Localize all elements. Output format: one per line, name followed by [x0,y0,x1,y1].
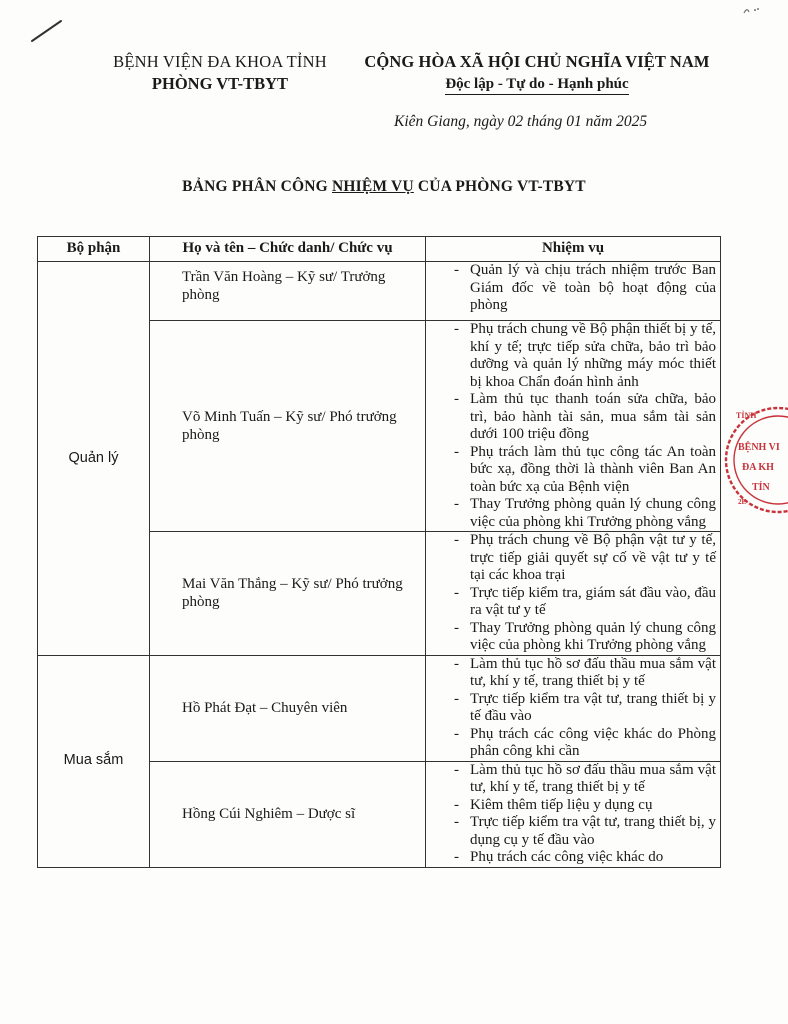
svg-text:2E: 2E [738,498,747,506]
task-item: - Phụ trách các công việc khác do Phòng phân công khi cần [426,726,716,761]
task-item: - Trực tiếp kiểm tra vật tư, trang thiết bị, y dụng cụ y tế đầu vào [426,814,716,849]
task-item: - Làm thủ tục thanh toán sửa chữa, bảo trì, bảo hành tài sản, mua sắm tài sản dưới 100 triệu đồng [426,391,716,444]
column-header-tasks: Nhiệm vụ [426,237,721,262]
department-name: PHÒNG VT-TBYT [151,74,289,93]
assignment-table [37,236,721,868]
task-item: - Phụ trách làm thủ tục công tác An toàn bức xạ, đồng thời là thành viên Ban An toàn bức xạ của Bệnh viện [426,444,716,497]
national-motto: Độc lập - Tự do - Hạnh phúc [445,76,628,95]
tasks-cell [426,761,721,867]
task-item: - Thay Trưởng phòng quản lý chung công việc của phòng khi Trưởng phòng vắng [426,496,716,531]
person-cell: Võ Minh Tuấn – Kỹ sư/ Phó trưởng phòng [150,321,426,532]
person-cell: Mai Văn Thắng – Kỹ sư/ Phó trưởng phòng [150,532,426,656]
task-item: - Quản lý và chịu trách nhiệm trước Ban Giám đốc về toàn bộ hoạt động của phòng [426,262,716,315]
column-header-name: Họ và tên – Chức danh/ Chức vụ [150,237,426,262]
organization-name: BỆNH VIỆN ĐA KHOA TỈNH [113,52,327,71]
person-cell: Hồ Phát Đạt – Chuyên viên [150,655,426,761]
task-item: - Thay Trưởng phòng quản lý chung công việc của phòng khi Trưởng phòng vắng [426,620,716,655]
department-cell: Mua sắm [38,655,150,867]
person-cell: Hồng Cúi Nghiêm – Dược sĩ [150,761,426,867]
task-item: - Làm thủ tục hồ sơ đấu thầu mua sắm vật tư, khí y tế, trang thiết bị y tế [426,762,716,797]
task-item: - Làm thủ tục hồ sơ đấu thầu mua sắm vật tư, khí y tế, trang thiết bị y tế [426,656,716,691]
tasks-cell [426,262,721,321]
table-row [38,262,721,321]
pen-mark [30,18,64,44]
department-cell: Quản lý [38,262,150,656]
task-item: - Trực tiếp kiểm tra, giám sát đầu vào, đầu ra vật tư y tế [426,585,716,620]
document-title [0,178,768,196]
task-item: - Phụ trách các công việc khác do [426,849,716,867]
task-item: - Phụ trách chung về Bộ phận thiết bị y tế, khí y tế; trực tiếp sửa chữa, bảo trì bảo dưỡng và quản lý những máy móc thiết bị khoa Chẩn đoán hình ảnh [426,321,716,391]
tasks-cell [426,532,721,656]
table-row [38,655,721,761]
hospital-seal-stamp [718,404,788,514]
corner-mark [740,4,762,16]
task-item: - Kiêm thêm tiếp liệu y dụng cụ [426,797,716,815]
svg-text:ĐA KH: ĐA KH [742,462,774,473]
title-part: BẢNG PHÂN CÔNG [182,178,332,195]
title-part: CỦA PHÒNG VT-TBYT [413,178,586,195]
column-header-department: Bộ phận [38,237,150,262]
organization-header [100,52,340,94]
national-header [352,52,722,95]
document-date: Kiên Giang, ngày 02 tháng 01 năm 2025 [394,113,648,130]
table-header-row [38,237,721,262]
task-item: - Phụ trách chung về Bộ phận vật tư y tế, trực tiếp giải quyết sự cố về vật tư y tế tại các khoa trại [426,532,716,585]
person-cell: Trần Văn Hoàng – Kỹ sư/ Trưởng phòng [150,262,426,321]
svg-text:TỈN: TỈN [752,482,770,493]
tasks-cell [426,321,721,532]
tasks-cell [426,655,721,761]
task-item: - Trực tiếp kiểm tra vật tư, trang thiết bị y tế đầu vào [426,691,716,726]
svg-text:BỆNH VI: BỆNH VI [738,442,780,453]
national-title: CỘNG HÒA XÃ HỘI CHỦ NGHĨA VIỆT NAM [364,52,710,71]
title-part-underlined: NHIỆM VỤ [332,178,414,195]
svg-text:TỈNH: TỈNH [736,411,757,420]
